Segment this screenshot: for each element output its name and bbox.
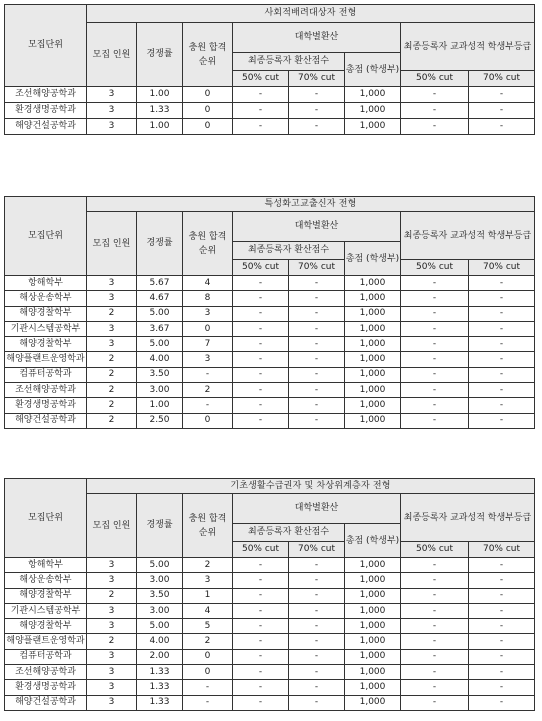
total-cell: 1,000 xyxy=(345,558,401,573)
univ-conversion-header: 대학별환산 xyxy=(233,494,401,524)
cut70-cell: - xyxy=(289,87,345,103)
grade-cut50-header: 50% cut xyxy=(401,71,469,87)
cut50-cell: - xyxy=(233,665,289,680)
grade-cut50-cell: - xyxy=(401,603,469,618)
competition-cell: 3.00 xyxy=(137,603,183,618)
total-cell: 1,000 xyxy=(345,352,401,367)
cut50-cell: - xyxy=(233,352,289,367)
table-row xyxy=(5,119,535,135)
grade-cut70-cell: - xyxy=(469,573,535,588)
unit-cell: 해양건설공학과 xyxy=(5,695,87,710)
final-conv-score-header: 최종등록자 환산점수 xyxy=(233,524,345,542)
cut50-cell: - xyxy=(233,603,289,618)
competition-header: 경쟁률 xyxy=(137,212,183,276)
cut70-cell: - xyxy=(289,413,345,428)
table-title: 사회적배려대상자 전형 xyxy=(87,5,535,23)
waitlist-header: 충원 합격 순위 xyxy=(183,494,233,558)
competition-cell: 1.00 xyxy=(137,398,183,413)
total-cell: 1,000 xyxy=(345,383,401,398)
quota-cell: 3 xyxy=(87,680,137,695)
grade-cut50-cell: - xyxy=(401,649,469,664)
grade-cut50-cell: - xyxy=(401,306,469,321)
grade-cut70-cell: - xyxy=(469,665,535,680)
waitlist-cell: - xyxy=(183,367,233,382)
grade-cut70-cell: - xyxy=(469,634,535,649)
total-cell: 1,000 xyxy=(345,103,401,119)
cut70-cell: - xyxy=(289,352,345,367)
waitlist-cell: 0 xyxy=(183,103,233,119)
waitlist-header: 충원 합격 순위 xyxy=(183,23,233,87)
quota-cell: 3 xyxy=(87,337,137,352)
cut70-header: 70% cut xyxy=(289,542,345,558)
cut70-cell: - xyxy=(289,337,345,352)
waitlist-cell: 0 xyxy=(183,87,233,103)
unit-cell: 해양경찰학부 xyxy=(5,588,87,603)
waitlist-cell: 5 xyxy=(183,619,233,634)
grade-cut70-cell: - xyxy=(469,306,535,321)
grade-cut70-header: 70% cut xyxy=(469,542,535,558)
table-row xyxy=(5,383,535,398)
quota-cell: 2 xyxy=(87,634,137,649)
table-title: 특성화고교출신자 전형 xyxy=(87,197,535,212)
quota-cell: 3 xyxy=(87,649,137,664)
grade-cut50-cell: - xyxy=(401,398,469,413)
grade-cut70-cell: - xyxy=(469,119,535,135)
waitlist-cell: - xyxy=(183,695,233,710)
table-row xyxy=(5,665,535,680)
cut70-cell: - xyxy=(289,619,345,634)
cut50-cell: - xyxy=(233,695,289,710)
waitlist-cell: 1 xyxy=(183,588,233,603)
unit-cell: 환경생명공학과 xyxy=(5,680,87,695)
total-cell: 1,000 xyxy=(345,119,401,135)
quota-cell: 2 xyxy=(87,383,137,398)
competition-cell: 1.00 xyxy=(137,87,183,103)
unit-cell: 조선해양공학과 xyxy=(5,665,87,680)
unit-cell: 조선해양공학과 xyxy=(5,87,87,103)
table-row xyxy=(5,558,535,573)
cut70-cell: - xyxy=(289,603,345,618)
table-row xyxy=(5,103,535,119)
cut70-cell: - xyxy=(289,276,345,291)
unit-cell: 기관시스템공학부 xyxy=(5,321,87,336)
competition-cell: 3.50 xyxy=(137,588,183,603)
quota-cell: 2 xyxy=(87,398,137,413)
cut50-cell: - xyxy=(233,558,289,573)
final-conv-score-header: 최종등록자 환산점수 xyxy=(233,53,345,71)
quota-header: 모집 인원 xyxy=(87,23,137,87)
table-row xyxy=(5,649,535,664)
competition-cell: 5.00 xyxy=(137,619,183,634)
cut70-cell: - xyxy=(289,588,345,603)
table-row xyxy=(5,634,535,649)
quota-cell: 3 xyxy=(87,573,137,588)
grade-cut70-cell: - xyxy=(469,367,535,382)
total-cell: 1,000 xyxy=(345,588,401,603)
final-grade-header: 최종등록자 교과성적 학생부등급 xyxy=(401,23,535,71)
waitlist-cell: 0 xyxy=(183,119,233,135)
waitlist-cell: 2 xyxy=(183,383,233,398)
grade-cut70-header: 70% cut xyxy=(469,71,535,87)
cut70-cell: - xyxy=(289,119,345,135)
grade-cut50-cell: - xyxy=(401,619,469,634)
quota-cell: 3 xyxy=(87,291,137,306)
table-row xyxy=(5,680,535,695)
table-row xyxy=(5,603,535,618)
table-row xyxy=(5,321,535,336)
grade-cut70-cell: - xyxy=(469,695,535,710)
total-cell: 1,000 xyxy=(345,367,401,382)
competition-cell: 4.67 xyxy=(137,291,183,306)
competition-cell: 5.00 xyxy=(137,306,183,321)
cut50-cell: - xyxy=(233,306,289,321)
cut50-cell: - xyxy=(233,573,289,588)
total-cell: 1,000 xyxy=(345,665,401,680)
total-cell: 1,000 xyxy=(345,619,401,634)
grade-cut50-cell: - xyxy=(401,337,469,352)
table-row xyxy=(5,413,535,428)
unit-cell: 항해학부 xyxy=(5,276,87,291)
admission-table xyxy=(4,4,535,135)
quota-cell: 3 xyxy=(87,119,137,135)
table-title: 기초생활수급권자 및 차상위계층자 전형 xyxy=(87,479,535,494)
quota-cell: 3 xyxy=(87,665,137,680)
quota-cell: 3 xyxy=(87,276,137,291)
competition-cell: 4.00 xyxy=(137,352,183,367)
grade-cut50-cell: - xyxy=(401,695,469,710)
unit-cell: 해양플랜트운영학과 xyxy=(5,634,87,649)
grade-cut50-cell: - xyxy=(401,665,469,680)
total-cell: 1,000 xyxy=(345,87,401,103)
waitlist-cell: 8 xyxy=(183,291,233,306)
table-row xyxy=(5,87,535,103)
final-grade-header: 최종등록자 교과성적 학생부등급 xyxy=(401,494,535,542)
competition-cell: 1.33 xyxy=(137,665,183,680)
competition-cell: 3.00 xyxy=(137,383,183,398)
total-header: 총점 (학생부) xyxy=(345,242,401,276)
unit-cell: 해양플랜트운영학과 xyxy=(5,352,87,367)
unit-cell: 해양건설공학과 xyxy=(5,413,87,428)
cut50-cell: - xyxy=(233,119,289,135)
unit-cell: 해양경찰학부 xyxy=(5,619,87,634)
unit-header: 모집단위 xyxy=(5,479,87,558)
cut50-header: 50% cut xyxy=(233,71,289,87)
admission-table xyxy=(4,196,535,429)
cut50-cell: - xyxy=(233,291,289,306)
table-row xyxy=(5,398,535,413)
quota-header: 모집 인원 xyxy=(87,494,137,558)
cut50-cell: - xyxy=(233,337,289,352)
grade-cut50-cell: - xyxy=(401,119,469,135)
grade-cut70-cell: - xyxy=(469,588,535,603)
competition-cell: 3.50 xyxy=(137,367,183,382)
waitlist-cell: 0 xyxy=(183,649,233,664)
waitlist-cell: - xyxy=(183,680,233,695)
competition-cell: 1.33 xyxy=(137,695,183,710)
table-row xyxy=(5,367,535,382)
total-cell: 1,000 xyxy=(345,276,401,291)
total-header: 총점 (학생부) xyxy=(345,524,401,558)
cut70-header: 70% cut xyxy=(289,260,345,276)
cut70-cell: - xyxy=(289,665,345,680)
grade-cut50-header: 50% cut xyxy=(401,260,469,276)
unit-cell: 항해학부 xyxy=(5,558,87,573)
cut50-cell: - xyxy=(233,367,289,382)
waitlist-cell: 0 xyxy=(183,413,233,428)
cut70-cell: - xyxy=(289,367,345,382)
quota-cell: 3 xyxy=(87,603,137,618)
grade-cut50-cell: - xyxy=(401,383,469,398)
cut70-cell: - xyxy=(289,649,345,664)
grade-cut70-cell: - xyxy=(469,680,535,695)
table-row xyxy=(5,695,535,710)
cut70-cell: - xyxy=(289,103,345,119)
competition-cell: 3.67 xyxy=(137,321,183,336)
waitlist-cell: 4 xyxy=(183,603,233,618)
grade-cut50-cell: - xyxy=(401,321,469,336)
total-cell: 1,000 xyxy=(345,413,401,428)
competition-cell: 2.50 xyxy=(137,413,183,428)
competition-cell: 2.00 xyxy=(137,649,183,664)
grade-cut50-header: 50% cut xyxy=(401,542,469,558)
total-cell: 1,000 xyxy=(345,634,401,649)
cut50-cell: - xyxy=(233,634,289,649)
quota-cell: 2 xyxy=(87,367,137,382)
quota-cell: 3 xyxy=(87,87,137,103)
cut70-cell: - xyxy=(289,383,345,398)
waitlist-cell: 3 xyxy=(183,573,233,588)
final-grade-header: 최종등록자 교과성적 학생부등급 xyxy=(401,212,535,260)
grade-cut70-cell: - xyxy=(469,413,535,428)
unit-cell: 환경생명공학과 xyxy=(5,398,87,413)
grade-cut50-cell: - xyxy=(401,103,469,119)
grade-cut70-cell: - xyxy=(469,321,535,336)
total-cell: 1,000 xyxy=(345,603,401,618)
unit-cell: 해양경찰학부 xyxy=(5,306,87,321)
competition-cell: 4.00 xyxy=(137,634,183,649)
cut70-cell: - xyxy=(289,558,345,573)
table-row xyxy=(5,619,535,634)
grade-cut70-cell: - xyxy=(469,103,535,119)
final-conv-score-header: 최종등록자 환산점수 xyxy=(233,242,345,260)
cut50-header: 50% cut xyxy=(233,542,289,558)
quota-cell: 3 xyxy=(87,619,137,634)
cut70-cell: - xyxy=(289,321,345,336)
grade-cut50-cell: - xyxy=(401,276,469,291)
total-cell: 1,000 xyxy=(345,573,401,588)
total-cell: 1,000 xyxy=(345,291,401,306)
grade-cut70-cell: - xyxy=(469,87,535,103)
table-row xyxy=(5,306,535,321)
cut70-cell: - xyxy=(289,695,345,710)
unit-header: 모집단위 xyxy=(5,5,87,87)
grade-cut70-cell: - xyxy=(469,558,535,573)
unit-cell: 해양경찰학부 xyxy=(5,337,87,352)
total-cell: 1,000 xyxy=(345,398,401,413)
waitlist-cell: 4 xyxy=(183,276,233,291)
table-row xyxy=(5,352,535,367)
grade-cut70-cell: - xyxy=(469,619,535,634)
unit-cell: 해양건설공학과 xyxy=(5,119,87,135)
grade-cut70-cell: - xyxy=(469,291,535,306)
quota-cell: 3 xyxy=(87,695,137,710)
quota-header: 모집 인원 xyxy=(87,212,137,276)
waitlist-cell: 3 xyxy=(183,306,233,321)
quota-cell: 2 xyxy=(87,413,137,428)
cut50-cell: - xyxy=(233,383,289,398)
table-row xyxy=(5,337,535,352)
quota-cell: 2 xyxy=(87,588,137,603)
total-cell: 1,000 xyxy=(345,695,401,710)
cut50-cell: - xyxy=(233,413,289,428)
total-cell: 1,000 xyxy=(345,306,401,321)
waitlist-cell: 0 xyxy=(183,321,233,336)
grade-cut70-cell: - xyxy=(469,352,535,367)
cut50-cell: - xyxy=(233,398,289,413)
grade-cut50-cell: - xyxy=(401,291,469,306)
cut50-cell: - xyxy=(233,619,289,634)
total-cell: 1,000 xyxy=(345,680,401,695)
competition-cell: 1.00 xyxy=(137,119,183,135)
univ-conversion-header: 대학별환산 xyxy=(233,23,401,53)
cut50-cell: - xyxy=(233,649,289,664)
waitlist-cell: 0 xyxy=(183,665,233,680)
quota-cell: 2 xyxy=(87,306,137,321)
cut70-header: 70% cut xyxy=(289,71,345,87)
unit-cell: 조선해양공학과 xyxy=(5,383,87,398)
cut70-cell: - xyxy=(289,291,345,306)
grade-cut50-cell: - xyxy=(401,573,469,588)
table-row xyxy=(5,276,535,291)
waitlist-header: 충원 합격 순위 xyxy=(183,212,233,276)
total-cell: 1,000 xyxy=(345,649,401,664)
grade-cut50-cell: - xyxy=(401,680,469,695)
grade-cut50-cell: - xyxy=(401,87,469,103)
grade-cut50-cell: - xyxy=(401,413,469,428)
grade-cut70-cell: - xyxy=(469,383,535,398)
quota-cell: 3 xyxy=(87,321,137,336)
waitlist-cell: - xyxy=(183,398,233,413)
admission-table xyxy=(4,478,535,711)
table-row xyxy=(5,573,535,588)
waitlist-cell: 2 xyxy=(183,634,233,649)
cut50-header: 50% cut xyxy=(233,260,289,276)
grade-cut50-cell: - xyxy=(401,634,469,649)
unit-cell: 기관시스템공학부 xyxy=(5,603,87,618)
table-row xyxy=(5,291,535,306)
competition-header: 경쟁률 xyxy=(137,494,183,558)
grade-cut70-cell: - xyxy=(469,649,535,664)
unit-cell: 해상운송학부 xyxy=(5,291,87,306)
competition-cell: 1.33 xyxy=(137,103,183,119)
unit-cell: 컴퓨터공학과 xyxy=(5,367,87,382)
competition-cell: 3.00 xyxy=(137,573,183,588)
grade-cut70-cell: - xyxy=(469,337,535,352)
cut70-cell: - xyxy=(289,306,345,321)
cut50-cell: - xyxy=(233,321,289,336)
grade-cut70-cell: - xyxy=(469,603,535,618)
grade-cut50-cell: - xyxy=(401,588,469,603)
unit-cell: 환경생명공학과 xyxy=(5,103,87,119)
grade-cut50-cell: - xyxy=(401,367,469,382)
cut50-cell: - xyxy=(233,103,289,119)
competition-cell: 1.33 xyxy=(137,680,183,695)
total-header: 총점 (학생부) xyxy=(345,53,401,87)
waitlist-cell: 7 xyxy=(183,337,233,352)
cut50-cell: - xyxy=(233,680,289,695)
unit-header: 모집단위 xyxy=(5,197,87,276)
unit-cell: 해상운송학부 xyxy=(5,573,87,588)
total-cell: 1,000 xyxy=(345,337,401,352)
grade-cut70-cell: - xyxy=(469,276,535,291)
grade-cut70-cell: - xyxy=(469,398,535,413)
table-row xyxy=(5,588,535,603)
quota-cell: 3 xyxy=(87,103,137,119)
competition-header: 경쟁률 xyxy=(137,23,183,87)
cut70-cell: - xyxy=(289,398,345,413)
waitlist-cell: 3 xyxy=(183,352,233,367)
cut70-cell: - xyxy=(289,573,345,588)
cut50-cell: - xyxy=(233,588,289,603)
grade-cut70-header: 70% cut xyxy=(469,260,535,276)
waitlist-cell: 2 xyxy=(183,558,233,573)
cut70-cell: - xyxy=(289,680,345,695)
competition-cell: 5.00 xyxy=(137,558,183,573)
grade-cut50-cell: - xyxy=(401,352,469,367)
univ-conversion-header: 대학별환산 xyxy=(233,212,401,242)
cut70-cell: - xyxy=(289,634,345,649)
unit-cell: 컴퓨터공학과 xyxy=(5,649,87,664)
cut50-cell: - xyxy=(233,87,289,103)
quota-cell: 2 xyxy=(87,352,137,367)
cut50-cell: - xyxy=(233,276,289,291)
grade-cut50-cell: - xyxy=(401,558,469,573)
competition-cell: 5.67 xyxy=(137,276,183,291)
quota-cell: 3 xyxy=(87,558,137,573)
total-cell: 1,000 xyxy=(345,321,401,336)
competition-cell: 5.00 xyxy=(137,337,183,352)
